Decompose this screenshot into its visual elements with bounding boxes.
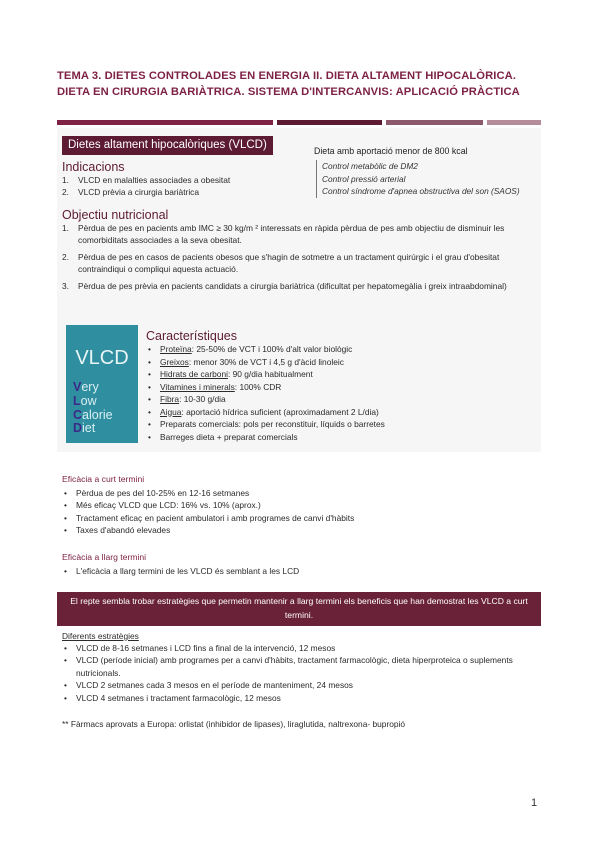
objective-title: Objectiu nutricional (62, 208, 169, 222)
list-item: • L'eficàcia a llarg termini de les VLCD és semblant a les LCD (62, 565, 532, 577)
divider-bar-4 (487, 120, 541, 125)
page-number: 1 (531, 797, 538, 809)
list-item: • Preparats comercials: pols per reconstituir, líquids o barretes (146, 418, 536, 431)
vlcd-words: Very Low Calorie Diet (73, 380, 113, 436)
objectives-list (62, 222, 532, 292)
list-item: Control síndrome d'apnea obstructiva del son (SAOS) (322, 186, 520, 196)
divider-bar-2 (277, 120, 382, 125)
list-item: • VLCD (període inicial) amb programes per a canvi d'hàbits, tractament farmacològic, dieta hiperproteica o suplements nutricionals. (62, 654, 536, 679)
list-item: • Barreges dieta + preparat comercials (146, 431, 536, 444)
list-item: Control pressió arterial (322, 173, 406, 184)
list-item: • Fibra: 10-30 g/dia (146, 393, 536, 406)
divider-bar-1 (57, 120, 273, 125)
short-term-list (62, 487, 532, 537)
list-item: 2. Pèrdua de pes en casos de pacients obesos que s'hagin de sotmetre a un tractament quirúrgic i el grau d'obesitat contraindiqui o compliqui aquesta actuació. (62, 252, 500, 274)
list-item: • Vitamines i minerals: 100% CDR (146, 381, 536, 394)
slide-heading: Dietes altament hipocalòriques (VLCD) (62, 136, 273, 155)
list-item: 2. VLCD prèvia a cirurgia bariàtrica (62, 187, 200, 197)
list-item: • VLCD 4 setmanes i tractament farmacològic, 12 mesos (62, 692, 536, 704)
list-item: 1. VLCD en malalties associades a obesitat (62, 175, 231, 185)
indications-title: Indicacions (62, 160, 125, 174)
divider-bar-3 (386, 120, 483, 125)
document-title: TEMA 3. DIETES CONTROLADES EN ENERGIA II. DIETA ALTAMENT HIPOCALÒRICA. DIETA EN CIRURGIA BARIÀTRICA. SISTEMA D'INTERCANVIS: APLICACIÓ PRÀCTICA (57, 70, 520, 98)
list-item: • Aigua: aportació hídrica suficient (aproximadament 2 L/dia) (146, 406, 536, 419)
side-list (316, 160, 542, 198)
strategies-list (62, 642, 536, 704)
long-term-title: Eficàcia a llarg termini (62, 552, 147, 562)
list-item: • Més eficaç VLCD que LCD: 16% vs. 10% (aprox.) (62, 499, 532, 511)
features-list (146, 343, 536, 443)
strategies-title: Diferents estratègies (62, 631, 139, 641)
list-item: 1. Pèrdua de pes en pacients amb IMC ≥ 30 kg/m ² interessats en ràpida pèrdua de pes amb objectiu de disminuir les comorbiditats associades a la seva obesitat. (62, 223, 505, 245)
list-item: • VLCD de 8-16 setmanes i LCD fins a final de la intervenció, 12 mesos (62, 642, 536, 654)
list-item: • VLCD 2 setmanes cada 3 mesos en el període de manteniment, 24 mesos (62, 679, 536, 691)
long-term-list (62, 565, 532, 577)
footnote: ** Fàrmacs aprovats a Europa: orlistat (inhibidor de lipases), liraglutida, naltrexona- bupropió (62, 719, 406, 729)
indications-list (62, 174, 312, 198)
vlcd-acronym: VLCD (75, 347, 129, 369)
list-item: • Greixos: menor 30% de VCT i 4,5 g d'àcid linoleic (146, 356, 536, 369)
list-item: • Proteïna: 25-50% de VCT i 100% d'alt valor biològic (146, 343, 536, 356)
features-title: Característiques (146, 329, 238, 343)
challenge-banner: El repte sembla trobar estratègies que permetin mantenir a llarg termini els beneficis que han demostrat les VLCD a curt termini. (57, 592, 541, 626)
short-term-title: Eficàcia a curt termini (62, 474, 145, 484)
list-item: • Taxes d'abandó elevades (62, 524, 532, 536)
vlcd-graphic (66, 325, 138, 443)
list-item: • Hidrats de carboni: 90 g/dia habitualment (146, 368, 536, 381)
list-item: • Tractament eficaç en pacient ambulatori i amb programes de canvi d'hàbits (62, 512, 532, 524)
list-item: Control metabòlic de DM2 (322, 161, 418, 171)
list-item: • Pèrdua de pes del 10-25% en 12-16 setmanes (62, 487, 532, 499)
side-title: Dieta amb aportació menor de 800 kcal (314, 146, 468, 156)
list-item: 3. Pèrdua de pes prèvia en pacients candidats a cirurgia bariàtrica (dificultat per hepatomegàlia i greix intraabdominal) (62, 281, 507, 291)
